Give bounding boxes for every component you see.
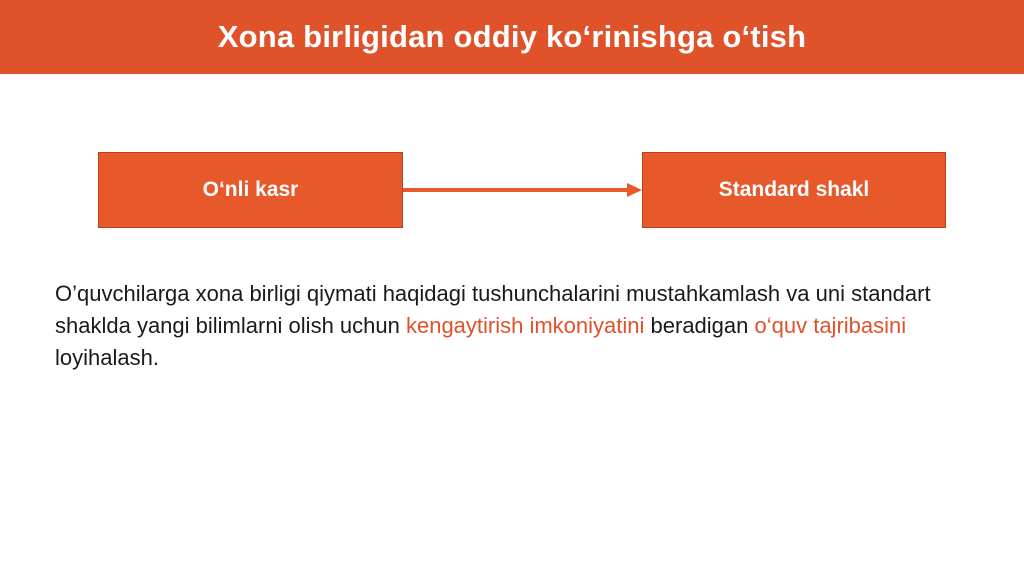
arrow-right-icon	[403, 180, 643, 200]
body-highlight-2: o‘quv tajribasini	[754, 313, 907, 338]
body-highlight-1: kengaytirish imkoniyatini	[405, 313, 645, 338]
body-text-part2: beradigan	[644, 313, 755, 338]
body-text-part3: loyihalash.	[55, 345, 159, 370]
decimal-fraction-box: O‘nli kasr	[98, 152, 403, 228]
body-paragraph	[55, 278, 995, 374]
standard-form-box: Standard shakl	[642, 152, 946, 228]
body-text-part1: O’quvchilarga xona birligi qiymati haqidagi tushunchalarini mustahkamlash va uni standart shaklda yangi bilimlarni olish uchun	[55, 281, 931, 338]
title-bar	[0, 0, 1024, 74]
slide-title: Xona birligidan oddiy ko‘rinishga o‘tish	[217, 19, 807, 54]
